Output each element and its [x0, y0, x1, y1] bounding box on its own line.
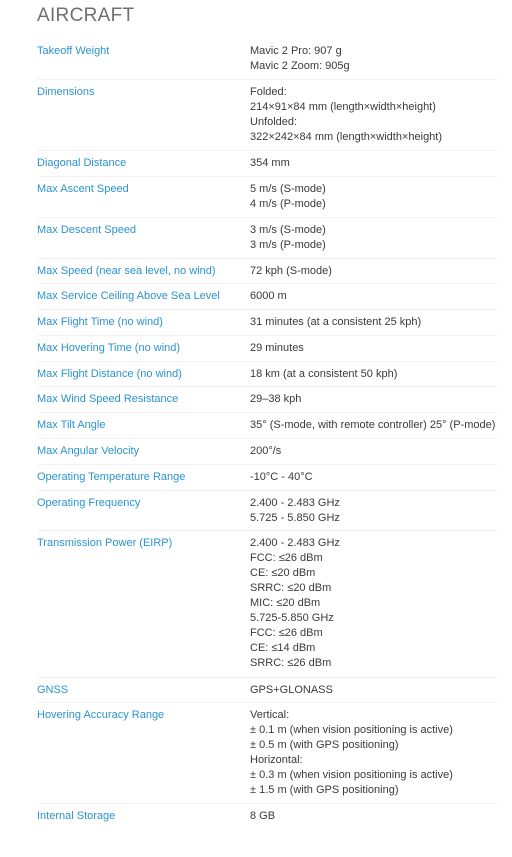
spec-value-line: ± 0.1 m (when vision positioning is active)	[250, 724, 453, 736]
spec-value-line: Horizontal:	[250, 754, 303, 766]
spec-value-line: 31 minutes (at a consistent 25 kph)	[250, 316, 422, 328]
spec-value-line: 5.725-5.850 GHz	[250, 612, 334, 624]
spec-value-line: FCC: ≤26 dBm	[250, 627, 323, 639]
spec-value	[250, 418, 495, 433]
spec-value	[250, 85, 442, 145]
spec-value-line: 72 kph (S-mode)	[250, 265, 332, 277]
spec-value	[250, 444, 281, 459]
row-divider	[37, 283, 497, 284]
row-divider	[37, 386, 497, 387]
spec-value	[250, 156, 290, 171]
row-divider	[37, 412, 497, 413]
spec-value-line: 5 m/s (S-mode)	[250, 183, 326, 195]
spec-label: Diagonal Distance	[37, 157, 127, 169]
spec-value-line: 8 GB	[250, 810, 276, 822]
row-divider	[37, 150, 497, 151]
row-divider	[37, 803, 497, 804]
spec-label: Transmission Power (EIRP)	[37, 537, 173, 549]
spec-value-line: SRRC: ≤26 dBm	[250, 657, 332, 669]
row-divider	[37, 464, 497, 465]
spec-label: Internal Storage	[37, 810, 116, 822]
spec-label: Max Angular Velocity	[37, 445, 140, 457]
spec-label: Max Hovering Time (no wind)	[37, 342, 181, 354]
spec-value-line: 3 m/s (P-mode)	[250, 239, 326, 251]
row-divider	[37, 79, 497, 80]
row-divider	[37, 490, 497, 491]
row-divider	[37, 176, 497, 177]
spec-value	[250, 496, 340, 526]
spec-label: Dimensions	[37, 86, 95, 98]
spec-value	[250, 470, 313, 485]
spec-value-line: Vertical:	[250, 709, 290, 721]
spec-value	[250, 536, 340, 671]
spec-label: Max Wind Speed Resistance	[37, 393, 179, 405]
spec-value-line: 29 minutes	[250, 342, 304, 354]
spec-value-line: 214×91×84 mm (length×width×height)	[250, 101, 436, 113]
spec-value	[250, 809, 275, 824]
spec-value-line: 2.400 - 2.483 GHz	[250, 497, 340, 509]
spec-value-line: ± 0.5 m (with GPS positioning)	[250, 739, 399, 751]
spec-label: Max Flight Distance (no wind)	[37, 368, 182, 380]
spec-value	[250, 182, 326, 212]
spec-value-line: -10°C - 40°C	[250, 471, 313, 483]
spec-label: Operating Frequency	[37, 497, 141, 509]
spec-label: Operating Temperature Range	[37, 471, 186, 483]
spec-value	[250, 367, 397, 382]
spec-value-line: 200°/s	[250, 445, 282, 457]
row-divider	[37, 258, 497, 259]
spec-value-line: CE: ≤14 dBm	[250, 642, 316, 654]
row-divider	[37, 702, 497, 703]
spec-value-line: 5.725 - 5.850 GHz	[250, 512, 340, 524]
spec-value-line: 4 m/s (P-mode)	[250, 198, 326, 210]
spec-label: Max Service Ceiling Above Sea Level	[37, 290, 220, 302]
spec-label: Max Flight Time (no wind)	[37, 316, 163, 328]
spec-value	[250, 708, 453, 798]
row-divider	[37, 335, 497, 336]
spec-value	[250, 341, 304, 356]
spec-value-line: 354 mm	[250, 157, 290, 169]
spec-value-line: 6000 m	[250, 290, 287, 302]
spec-label: Takeoff Weight	[37, 45, 110, 57]
spec-value-line: 2.400 - 2.483 GHz	[250, 537, 340, 549]
spec-value-line: Folded:	[250, 86, 287, 98]
spec-value-line: Mavic 2 Zoom: 905g	[250, 60, 350, 72]
spec-label: Max Descent Speed	[37, 224, 137, 236]
spec-label: Max Speed (near sea level, no wind)	[37, 265, 216, 277]
spec-label: Max Tilt Angle	[37, 419, 106, 431]
row-divider	[37, 530, 497, 531]
spec-value-line: Unfolded:	[250, 116, 298, 128]
spec-label: Max Ascent Speed	[37, 183, 129, 195]
spec-value-line: GPS+GLONASS	[250, 684, 333, 696]
spec-value-line: CE: ≤20 dBm	[250, 567, 316, 579]
section-title: AIRCRAFT	[37, 5, 135, 26]
spec-value-line: ± 0.3 m (when vision positioning is active)	[250, 769, 453, 781]
spec-value	[250, 392, 301, 407]
spec-value	[250, 289, 287, 304]
spec-value-line: Mavic 2 Pro: 907 g	[250, 45, 342, 57]
spec-value-line: SRRC: ≤20 dBm	[250, 582, 332, 594]
spec-value-line: 18 km (at a consistent 50 kph)	[250, 368, 398, 380]
spec-value	[250, 44, 350, 74]
spec-value-line: 322×242×84 mm (length×width×height)	[250, 131, 443, 143]
spec-value-line: 35° (S-mode, with remote controller) 25° (P-mode)	[250, 419, 496, 431]
row-divider	[37, 361, 497, 362]
row-divider	[37, 217, 497, 218]
spec-value-line: 3 m/s (S-mode)	[250, 224, 326, 236]
spec-value	[250, 315, 421, 330]
row-divider	[37, 677, 497, 678]
spec-label: GNSS	[37, 684, 69, 696]
row-divider	[37, 309, 497, 310]
spec-value-line: ± 1.5 m (with GPS positioning)	[250, 784, 399, 796]
spec-label: Hovering Accuracy Range	[37, 709, 165, 721]
spec-value-line: FCC: ≤26 dBm	[250, 552, 323, 564]
spec-value	[250, 683, 333, 698]
row-divider	[37, 438, 497, 439]
spec-value	[250, 264, 332, 279]
spec-value	[250, 223, 326, 253]
spec-value-line: MIC: ≤20 dBm	[250, 597, 321, 609]
spec-value-line: 29–38 kph	[250, 393, 302, 405]
